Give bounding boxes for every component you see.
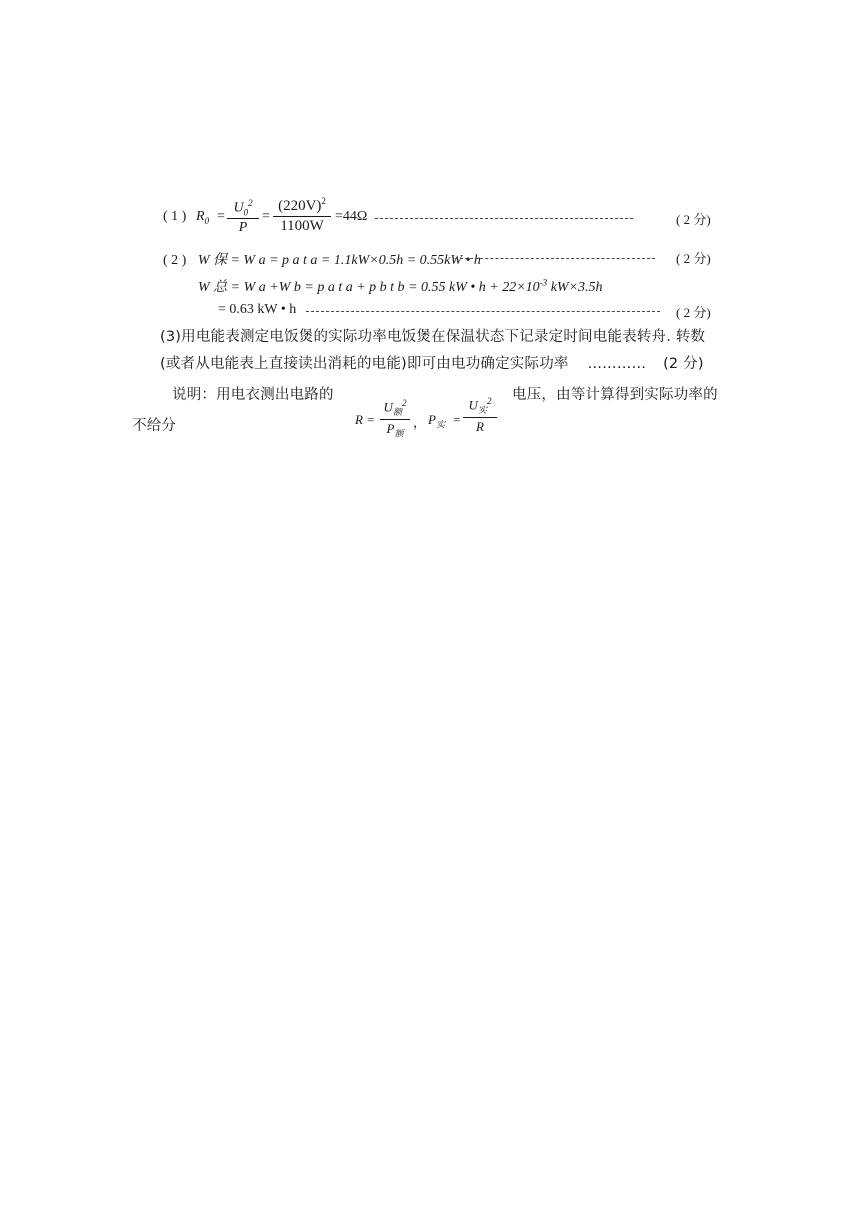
part2-line3-score: ( 2 分) xyxy=(676,305,711,320)
part2-line1 xyxy=(163,249,481,269)
part1-eq2: = xyxy=(262,209,270,224)
note-line2: 不给分 xyxy=(132,418,177,434)
part3-line2-text: (或者从电能表上直接读出消耗的电能)即可由电功确定实际功率 xyxy=(160,356,569,372)
part3-dots: ………… xyxy=(587,356,647,372)
note-formula2-lhs: $P_实$ xyxy=(428,412,445,430)
part1-score: ( 2 分) xyxy=(676,212,711,227)
note-prefix: 说明：用电衣测出电路的 xyxy=(172,387,334,403)
part1-eq: = xyxy=(217,209,225,224)
part1-fraction-value: $\frac{(220V)^2}{1100W}$ xyxy=(273,196,331,235)
note-formula2-eq: = xyxy=(453,412,461,427)
note-suffix: 电压，由等计算得到实际功率的 xyxy=(512,387,718,403)
part1-dash-leader xyxy=(375,218,633,219)
note-formula2-fraction: $U_实^2$ R xyxy=(463,396,497,435)
part1-lhs: $R_0$ xyxy=(196,209,210,226)
part2-line2-expr: W 总 = W a +W b = p a t a + p b t b = 0.55 kW • h + 22×10 xyxy=(198,280,540,295)
part3-line2 xyxy=(160,352,704,373)
part2-line3-dash-leader xyxy=(306,311,660,312)
note-comma: ， xyxy=(413,415,427,430)
part2-line1-dash-leader xyxy=(455,258,655,259)
part1-label: ( 1 ) xyxy=(163,209,187,224)
part1-result: =44Ω xyxy=(335,209,368,224)
part3-score: (2 分) xyxy=(663,356,704,372)
part2-line1-expr: W 保 = W a = p a t a = 1.1kW×0.5h = 0.55kW • h xyxy=(197,253,481,268)
part3-line1: (3)用电能表测定电饭煲的实际功率电饭煲在保温状态下记录定时间电能表转舟. 转数 xyxy=(160,329,706,345)
note-formula1-fraction: $U_额^2$ $P_额$ xyxy=(380,398,410,440)
part2-label: ( 2 ) xyxy=(163,253,187,268)
part2-line3: = 0.63 kW • h xyxy=(218,302,297,317)
note-formula1-lhs: R = xyxy=(355,412,375,427)
part1-fraction-u-over-p: $\frac{U_0^2}{P}$ xyxy=(227,198,259,236)
part2-line1-score: ( 2 分) xyxy=(676,251,711,266)
part2-line2-exponent: -3 xyxy=(539,277,548,288)
part2-line2-tail: kW×3.5h xyxy=(547,280,603,295)
note-formulas xyxy=(355,392,505,448)
part2-line2 xyxy=(198,276,603,296)
